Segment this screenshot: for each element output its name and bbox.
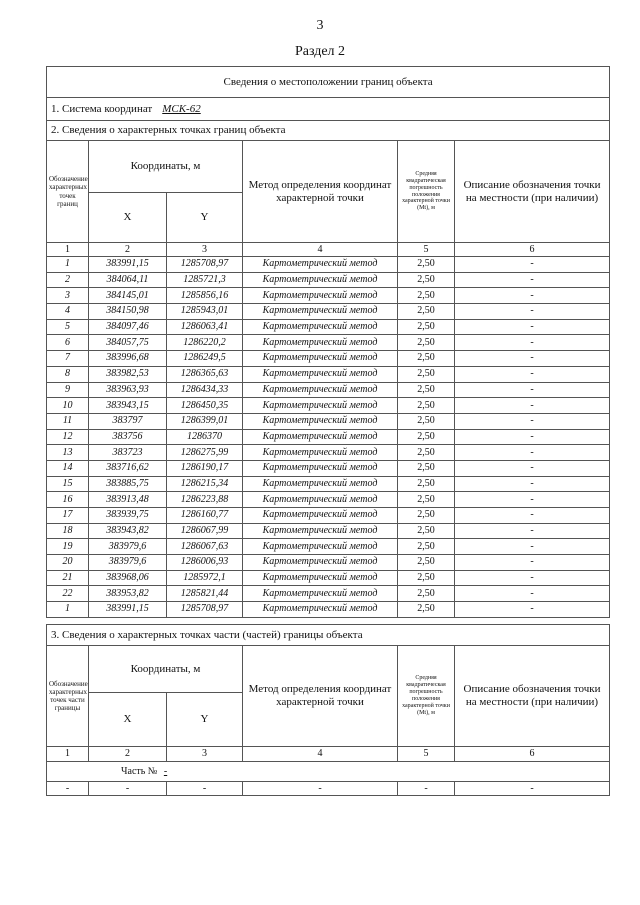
header-description: Описание обозначения точки на местности (при наличии)	[455, 141, 610, 243]
table-row	[47, 413, 610, 429]
coord-y-cell: 1286275,99	[167, 445, 243, 461]
coord-x-cell: 383943,15	[89, 398, 167, 414]
table-cell: -	[167, 782, 243, 796]
accuracy-cell: 2,50	[398, 445, 455, 461]
table-row	[47, 288, 610, 304]
coord-y-cell: 1285943,01	[167, 304, 243, 320]
header-y: Y	[167, 693, 243, 747]
coord-x-cell: 383939,75	[89, 508, 167, 524]
method-cell: Картометрический метод	[243, 382, 398, 398]
col-number: 4	[243, 243, 398, 257]
method-cell: Картометрический метод	[243, 508, 398, 524]
description-cell: -	[455, 382, 610, 398]
coord-x-cell: 384145,01	[89, 288, 167, 304]
method-cell: Картометрический метод	[243, 492, 398, 508]
description-cell: -	[455, 398, 610, 414]
point-number-cell: 18	[47, 523, 89, 539]
coord-y-cell: 1285708,97	[167, 257, 243, 273]
header-description: Описание обозначения точки на местности (при наличии)	[455, 646, 610, 747]
coord-x-cell: 383913,48	[89, 492, 167, 508]
header-accuracy: Средняя квадратическая погрешность положения характерной точки (Мt), м	[398, 141, 455, 243]
header-point: Обозначение характерных точек границ	[47, 141, 89, 243]
table-row	[47, 586, 610, 602]
header-point: Обозначение характерных точек части границы	[47, 646, 89, 747]
section-title: Раздел 2	[294, 44, 346, 59]
header-coords: Координаты, м	[89, 141, 243, 193]
coord-x-cell: 383756	[89, 429, 167, 445]
description-cell: -	[455, 272, 610, 288]
table-row	[47, 476, 610, 492]
col-number: 1	[47, 243, 89, 257]
table-row	[47, 492, 610, 508]
col-number: 1	[47, 747, 89, 762]
method-cell: Картометрический метод	[243, 539, 398, 555]
header-method: Метод определения координат характерной точки	[243, 646, 398, 747]
column-numbers-row	[47, 747, 610, 762]
accuracy-cell: 2,50	[398, 586, 455, 602]
table-row	[47, 398, 610, 414]
coord-x-cell: 383963,93	[89, 382, 167, 398]
point-number-cell: 17	[47, 508, 89, 524]
accuracy-cell: 2,50	[398, 570, 455, 586]
coord-y-cell: 1285856,16	[167, 288, 243, 304]
description-cell: -	[455, 460, 610, 476]
coord-y-cell: 1286365,63	[167, 366, 243, 382]
accuracy-cell: 2,50	[398, 476, 455, 492]
coord-y-cell: 1286006,93	[167, 555, 243, 571]
method-cell: Картометрический метод	[243, 304, 398, 320]
coord-x-cell: 384064,11	[89, 272, 167, 288]
coord-x-cell: 383996,68	[89, 351, 167, 367]
coord-x-cell: 383991,15	[89, 602, 167, 618]
description-cell: -	[455, 476, 610, 492]
accuracy-cell: 2,50	[398, 304, 455, 320]
description-cell: -	[455, 570, 610, 586]
coord-x-cell: 383991,15	[89, 257, 167, 273]
table-row	[47, 539, 610, 555]
method-cell: Картометрический метод	[243, 272, 398, 288]
point-number-cell: 12	[47, 429, 89, 445]
part2-title: 2. Сведения о характерных точках границ объекта	[47, 121, 610, 141]
method-cell: Картометрический метод	[243, 429, 398, 445]
coord-y-cell: 1286370	[167, 429, 243, 445]
table-row	[47, 782, 610, 796]
method-cell: Картометрический метод	[243, 288, 398, 304]
table-cell: -	[455, 782, 610, 796]
header-x: X	[89, 693, 167, 747]
coord-y-cell: 1286067,99	[167, 523, 243, 539]
accuracy-cell: 2,50	[398, 429, 455, 445]
coord-x-cell: 383797	[89, 413, 167, 429]
table-row	[47, 429, 610, 445]
table-cell: -	[398, 782, 455, 796]
point-number-cell: 5	[47, 319, 89, 335]
point-number-cell: 13	[47, 445, 89, 461]
col-number: 2	[89, 243, 167, 257]
method-cell: Картометрический метод	[243, 335, 398, 351]
coord-x-cell: 384057,75	[89, 335, 167, 351]
coord-x-cell: 383968,06	[89, 570, 167, 586]
coord-x-cell: 383716,62	[89, 460, 167, 476]
point-number-cell: 3	[47, 288, 89, 304]
accuracy-cell: 2,50	[398, 382, 455, 398]
point-number-cell: 7	[47, 351, 89, 367]
column-numbers-row	[47, 243, 610, 257]
table-row	[47, 272, 610, 288]
table-row	[47, 445, 610, 461]
description-cell: -	[455, 335, 610, 351]
method-cell: Картометрический метод	[243, 476, 398, 492]
table-row	[47, 523, 610, 539]
point-number-cell: 6	[47, 335, 89, 351]
method-cell: Картометрический метод	[243, 523, 398, 539]
point-number-cell: 21	[47, 570, 89, 586]
method-cell: Картометрический метод	[243, 398, 398, 414]
description-cell: -	[455, 351, 610, 367]
accuracy-cell: 2,50	[398, 460, 455, 476]
table-row	[47, 366, 610, 382]
col-number: 2	[89, 747, 167, 762]
method-cell: Картометрический метод	[243, 445, 398, 461]
point-number-cell: 10	[47, 398, 89, 414]
col-number: 6	[455, 747, 610, 762]
accuracy-cell: 2,50	[398, 257, 455, 273]
method-cell: Картометрический метод	[243, 602, 398, 618]
coord-system-value: МСК-62	[162, 102, 201, 115]
accuracy-cell: 2,50	[398, 319, 455, 335]
accuracy-cell: 2,50	[398, 508, 455, 524]
table-row	[47, 335, 610, 351]
coord-x-cell: 384150,98	[89, 304, 167, 320]
coord-y-cell: 1286160,77	[167, 508, 243, 524]
part-value: -	[163, 765, 168, 777]
description-cell: -	[455, 539, 610, 555]
part-number-row	[47, 762, 610, 782]
point-number-cell: 8	[47, 366, 89, 382]
table-row	[47, 382, 610, 398]
accuracy-cell: 2,50	[398, 335, 455, 351]
coord-y-cell: 1286434,33	[167, 382, 243, 398]
table-row	[47, 319, 610, 335]
point-number-cell: 9	[47, 382, 89, 398]
point-number-cell: 16	[47, 492, 89, 508]
accuracy-cell: 2,50	[398, 602, 455, 618]
table-row	[47, 602, 610, 618]
description-cell: -	[455, 288, 610, 304]
table-row	[47, 460, 610, 476]
header-method: Метод определения координат характерной точки	[243, 141, 398, 243]
table-row	[47, 304, 610, 320]
point-number-cell: 22	[47, 586, 89, 602]
method-cell: Картометрический метод	[243, 351, 398, 367]
coord-x-cell: 383885,75	[89, 476, 167, 492]
coord-x-cell: 384097,46	[89, 319, 167, 335]
part3-title: 3. Сведения о характерных точках части (частей) границы объекта	[47, 625, 610, 646]
coord-x-cell: 383943,82	[89, 523, 167, 539]
coord-y-cell: 1286215,34	[167, 476, 243, 492]
point-number-cell: 1	[47, 602, 89, 618]
description-cell: -	[455, 304, 610, 320]
method-cell: Картометрический метод	[243, 460, 398, 476]
table-row	[47, 555, 610, 571]
header-coords: Координаты, м	[89, 646, 243, 693]
description-cell: -	[455, 523, 610, 539]
method-cell: Картометрический метод	[243, 413, 398, 429]
table-cell: -	[89, 782, 167, 796]
table-row	[47, 257, 610, 273]
part-label: Часть №	[121, 765, 158, 777]
accuracy-cell: 2,50	[398, 555, 455, 571]
method-cell: Картометрический метод	[243, 366, 398, 382]
coord-x-cell: 383982,53	[89, 366, 167, 382]
description-cell: -	[455, 257, 610, 273]
coord-y-cell: 1285721,3	[167, 272, 243, 288]
coord-system-label: 1. Система координат	[51, 102, 153, 115]
accuracy-cell: 2,50	[398, 366, 455, 382]
col-number: 3	[167, 243, 243, 257]
description-cell: -	[455, 366, 610, 382]
description-cell: -	[455, 586, 610, 602]
accuracy-cell: 2,50	[398, 288, 455, 304]
coord-x-cell: 383723	[89, 445, 167, 461]
coord-x-cell: 383979,6	[89, 555, 167, 571]
accuracy-cell: 2,50	[398, 351, 455, 367]
point-number-cell: 15	[47, 476, 89, 492]
header-x: X	[89, 193, 167, 243]
accuracy-cell: 2,50	[398, 398, 455, 414]
accuracy-cell: 2,50	[398, 492, 455, 508]
coord-x-cell: 383953,82	[89, 586, 167, 602]
coord-y-cell: 1286067,63	[167, 539, 243, 555]
col-number: 5	[398, 243, 455, 257]
accuracy-cell: 2,50	[398, 413, 455, 429]
method-cell: Картометрический метод	[243, 555, 398, 571]
description-cell: -	[455, 319, 610, 335]
method-cell: Картометрический метод	[243, 319, 398, 335]
table-row	[47, 508, 610, 524]
method-cell: Картометрический метод	[243, 570, 398, 586]
coord-y-cell: 1286223,88	[167, 492, 243, 508]
coord-x-cell: 383979,6	[89, 539, 167, 555]
description-cell: -	[455, 413, 610, 429]
point-number-cell: 2	[47, 272, 89, 288]
table-row	[47, 351, 610, 367]
point-number-cell: 11	[47, 413, 89, 429]
part-boundary-table	[46, 624, 610, 796]
coord-y-cell: 1286399,01	[167, 413, 243, 429]
boundary-table	[46, 66, 610, 618]
coord-system-row	[47, 98, 610, 121]
point-number-cell: 19	[47, 539, 89, 555]
col-number: 3	[167, 747, 243, 762]
description-cell: -	[455, 602, 610, 618]
method-cell: Картометрический метод	[243, 257, 398, 273]
description-cell: -	[455, 429, 610, 445]
point-number-cell: 1	[47, 257, 89, 273]
point-number-cell: 4	[47, 304, 89, 320]
point-number-cell: 14	[47, 460, 89, 476]
coord-y-cell: 1286220,2	[167, 335, 243, 351]
header-y: Y	[167, 193, 243, 243]
description-cell: -	[455, 445, 610, 461]
accuracy-cell: 2,50	[398, 272, 455, 288]
description-cell: -	[455, 492, 610, 508]
coord-y-cell: 1286063,41	[167, 319, 243, 335]
col-number: 4	[243, 747, 398, 762]
header-accuracy: Средняя квадратическая погрешность положения характерной точки (Мt), м	[398, 646, 455, 747]
page-number: 3	[316, 18, 324, 33]
table-row	[47, 570, 610, 586]
accuracy-cell: 2,50	[398, 539, 455, 555]
description-cell: -	[455, 555, 610, 571]
table-title: Сведения о местоположении границ объекта	[47, 67, 610, 98]
coord-y-cell: 1285708,97	[167, 602, 243, 618]
col-number: 5	[398, 747, 455, 762]
coord-y-cell: 1285972,1	[167, 570, 243, 586]
coord-y-cell: 1285821,44	[167, 586, 243, 602]
coord-y-cell: 1286249,5	[167, 351, 243, 367]
col-number: 6	[455, 243, 610, 257]
point-number-cell: 20	[47, 555, 89, 571]
table-cell: -	[243, 782, 398, 796]
table-cell: -	[47, 782, 89, 796]
accuracy-cell: 2,50	[398, 523, 455, 539]
coord-y-cell: 1286190,17	[167, 460, 243, 476]
method-cell: Картометрический метод	[243, 586, 398, 602]
description-cell: -	[455, 508, 610, 524]
coord-y-cell: 1286450,35	[167, 398, 243, 414]
